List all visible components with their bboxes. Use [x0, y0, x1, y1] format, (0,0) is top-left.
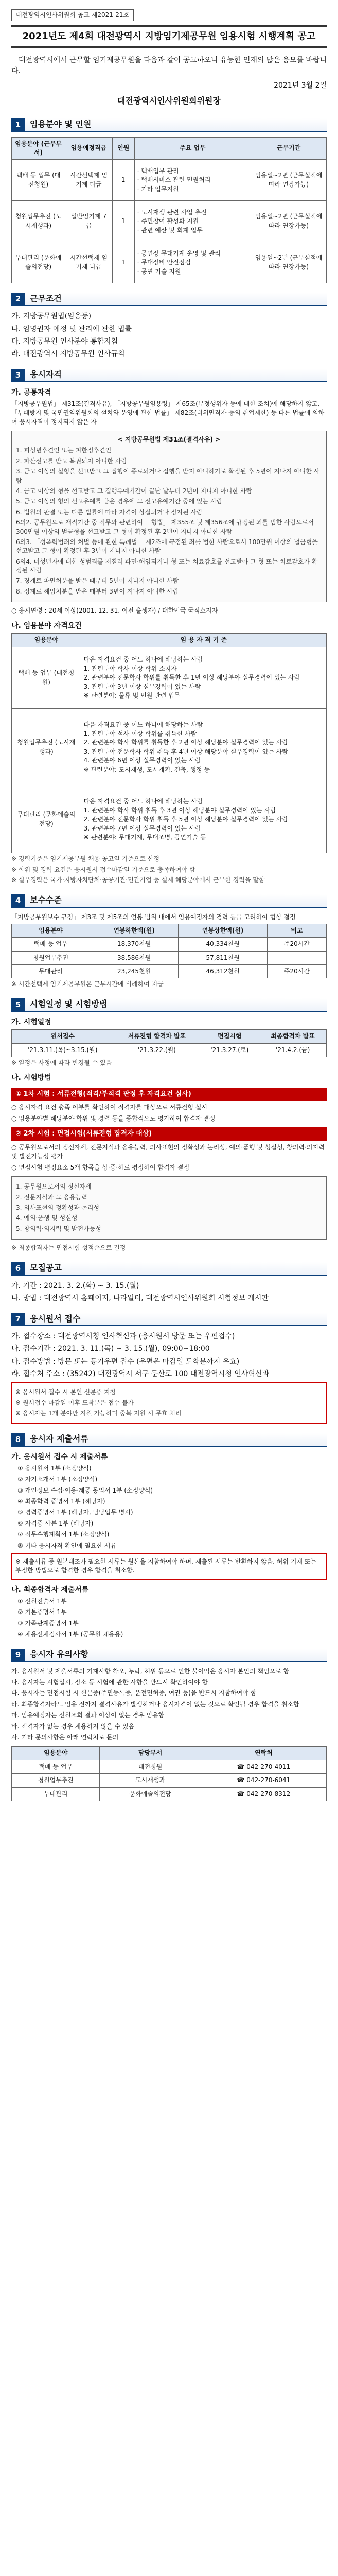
table-row	[12, 965, 327, 978]
schedule-table	[11, 1029, 327, 1057]
criteria-item: 1. 공무원으로서의 정신자세	[16, 1183, 92, 1191]
salary-intro: 「지방공무원보수 규정」 제3조 및 제5조의 연봉 범위 내에서 임용예정자의 경력 등을 고려하여 협상 결정	[11, 913, 296, 921]
cell-grade: 시간선택제 임기제 나급	[65, 242, 113, 283]
document-item: ② 자기소개서 1부 (소정양식)	[17, 1476, 98, 1483]
section-4-header	[11, 894, 327, 908]
notice-line: 나. 방법 : 대전광역시 홈페이지, 나라일터, 대전광역시인사위원회 시험정보 게시판	[11, 1294, 269, 1302]
subsection-title: 가. 시험일정	[11, 1018, 51, 1026]
section-1-header	[11, 118, 327, 132]
table-cell: '21.3.22.(월)	[114, 1043, 200, 1057]
caution-item: 라. 최종합격자라도 임용 전까지 결격사유가 발생하거나 응시자격이 없는 것으로 확인될 경우 합격을 취소함	[11, 1700, 299, 1708]
cell-period: 임용일~2년 (근무실적에 따라 연장가능)	[251, 160, 327, 201]
table-row	[12, 160, 327, 201]
section-7-header	[11, 1313, 327, 1326]
section-title: 응시원서 접수	[25, 1313, 327, 1326]
box-line: 7. 징계로 파면처분을 받은 때부터 5년이 지나지 아니한 사람	[16, 577, 179, 585]
table-cell: 도시재생과	[100, 1774, 201, 1787]
col-header: 주요 업무	[134, 137, 251, 160]
section-title: 모집공고	[25, 1262, 327, 1276]
section-number: 3	[11, 369, 25, 382]
document-item: ⑧ 기타 응시자격 확인에 필요한 서류	[17, 1541, 117, 1549]
table-cell: 무대관리	[12, 965, 90, 978]
table-cell: 택배 등 업무	[12, 938, 90, 951]
application-note: ※ 응시자는 1개 분야만 지원 가능하며 중복 지원 시 무효 처리	[15, 1410, 182, 1417]
salary-table	[11, 924, 327, 979]
table-row	[12, 1774, 327, 1787]
section-3-header	[11, 369, 327, 382]
table-cell: 46,312천원	[179, 965, 268, 978]
cell-count: 1	[112, 160, 134, 201]
table-cell: 주20시간	[267, 965, 326, 978]
box-line: 6의4. 미성년자에 대한 성범죄를 저질러 파면·해임되거나 형 또는 치료감호를 선고받아 그 형 또는 치료감호가 확정된 사람	[16, 557, 318, 574]
table-cell	[267, 951, 326, 964]
cell-qualification: 다음 자격요건 중 어느 하나에 해당하는 사람 1. 관련분야 석사 이상 학위를 취득한 사람 2. 관련분야 학사 학위를 취득한 후 2년 이상 해당분야 실무경력이 있는 사람 3. 관련분야 전문학사 학위 취득 후 4년 이상 해당분야 실무경력이 있는 사람 4. 관련분야 6년 이상 실무경력이 있는 사람 ※ 관련분야: 도시재생, 도시계획, 건축, 행정 등	[81, 709, 326, 786]
table-cell: 청원업무추진	[12, 951, 90, 964]
col-header: 서류전형 합격자 발표	[114, 1030, 200, 1043]
col-header: 담당부서	[100, 1747, 201, 1760]
cell-grade: 일반임기제 7급	[65, 201, 113, 242]
criteria-item: 3. 의사표현의 정확성과 논리성	[16, 1204, 99, 1212]
cell-count: 1	[112, 201, 134, 242]
cell-field: 청원업무추진 (도시재생과)	[12, 709, 81, 786]
cell-field: 무대관리 (문화예술의전당)	[12, 786, 81, 853]
document-item: ① 응시원서 1부 (소정양식)	[17, 1464, 92, 1472]
announcement-number: 대전광역시인사위원회 공고 제2021-21호	[11, 9, 134, 21]
section-title: 응시자 제출서류	[25, 1433, 327, 1447]
table-cell: 57,811천원	[179, 951, 268, 964]
caution-item: 가. 응시원서 및 제출서류의 기재사항 착오, 누락, 허위 등으로 인한 불이익은 응시자 본인의 책임으로 함	[11, 1667, 290, 1675]
subsection-title: 나. 최종합격자 제출서류	[11, 1585, 89, 1594]
final-document-item: ③ 가족관계증명서 1부	[17, 1619, 79, 1627]
col-header: 인원	[112, 137, 134, 160]
interview-criteria-box	[11, 1176, 327, 1240]
step1-text: ○ 임용분야별 해당분야 학위 및 경력 등을 종합적으로 평가하여 합격자 결정	[11, 1114, 216, 1122]
section-2-header	[11, 293, 327, 306]
document-item: ⑤ 경력증명서 1부 (해당자, 담당업무 명시)	[17, 1509, 133, 1516]
box-line: 2. 파산선고를 받고 복권되지 아니한 사람	[16, 457, 127, 465]
cell-qualification: 다음 자격요건 중 어느 하나에 해당하는 사람 1. 관련분야 학사 학위 취득 후 3년 이상 해당분야 실무경력이 있는 사람 2. 관련분야 전문학사 학위 취득 후 5년 이상 해당분야 실무경력이 있는 사람 3. 관련분야 7년 이상 실무경력이 있는 사람 ※ 관련분야: 무대기계, 무대조명, 공연기술 등	[81, 786, 326, 853]
table-row	[12, 938, 327, 951]
phone-number: ☎ 042-270-8312	[201, 1787, 326, 1801]
cell-field: 무대관리 (문화예술의전당)	[12, 242, 65, 283]
table-cell: 주20시간	[267, 938, 326, 951]
table-cell: '21.3.11.(목)~3.15.(월)	[12, 1043, 114, 1057]
application-line: 라. 접수처 주소 : (35242) 대전광역시 서구 둔산로 100 대전광역시청 인사혁신과	[11, 1370, 269, 1379]
col-header: 원서접수	[12, 1030, 114, 1043]
document-title: 2021년도 제4회 대전광역시 지방임기제공무원 임용시험 시행계획 공고	[11, 25, 327, 48]
schedule-note: ※ 일정은 사정에 따라 변경될 수 있음	[11, 1059, 112, 1066]
table-row	[12, 1043, 327, 1057]
table-row	[12, 201, 327, 242]
col-header: 임용분야	[12, 924, 90, 937]
table-row	[12, 1760, 327, 1773]
section-8-header	[11, 1433, 327, 1447]
table-cell: '21.4.2.(금)	[259, 1043, 327, 1057]
step2-text: ○ 공무원으로서의 정신자세, 전문지식과 응용능력, 의사표현의 정확성과 논리성, 예의·품행 및 성실성, 창의력·의지력 및 발전가능성 평가	[11, 1144, 325, 1160]
col-header: 임용분야	[12, 633, 81, 647]
caution-item: 바. 적격자가 없는 경우 채용하지 않을 수 있음	[11, 1722, 135, 1730]
recruitment-table	[11, 137, 327, 284]
criteria-item: 5. 창의력·의지력 및 발전가능성	[16, 1225, 101, 1232]
phone-number: ☎ 042-270-6041	[201, 1774, 326, 1787]
section-title: 임용분야 및 인원	[25, 118, 327, 132]
subsection-title: 가. 공통자격	[11, 388, 51, 397]
col-header: 비고	[267, 924, 326, 937]
box-line: 6. 법원의 판결 또는 다른 법률에 따라 자격이 상실되거나 정지된 사람	[16, 508, 203, 516]
cell-qualification: 다음 자격요건 중 어느 하나에 해당하는 사람 1. 관련분야 학사 이상 학위 소지자 2. 관련분야 전문학사 학위를 취득한 후 1년 이상 해당분야 실무경력이 있는 사람 3. 관련분야 3년 이상 실무경력이 있는 사람 ※ 관련분야: 물류 및 민원 관련 업무	[81, 647, 326, 709]
col-header: 연락처	[201, 1747, 326, 1760]
col-header: 최종합격자 발표	[259, 1030, 327, 1043]
subsection-title: 나. 임용분야 자격요건	[11, 621, 82, 630]
box-title: < 지방공무원법 제31조(결격사유) >	[117, 436, 221, 443]
cell-field: 택배 등 업무 (대전청원)	[12, 647, 81, 709]
table-cell: 청원업무추진	[12, 1774, 100, 1787]
col-header: 연봉하한액(원)	[90, 924, 179, 937]
criteria-item: 4. 예의·품행 및 성실성	[16, 1214, 78, 1222]
notice-line: 가. 기간 : 2021. 3. 2.(화) ~ 3. 15.(월)	[11, 1281, 139, 1290]
application-note: ※ 원서접수 마감일 이후 도착분은 접수 불가	[15, 1399, 134, 1406]
subsection-title: 나. 시험방법	[11, 1074, 51, 1082]
contact-table	[11, 1746, 327, 1801]
caution-item: 다. 응시자는 면접시험 시 신분증(주민등록증, 운전면허증, 여권 등)을 반드시 지참하여야 함	[11, 1689, 257, 1697]
document-item: ③ 개인정보 수집·이용·제공 동의서 1부 (소정양식)	[17, 1486, 153, 1494]
salary-note: ※ 시간선택제 임기제공무원은 근무시간에 비례하여 지급	[11, 980, 164, 988]
section-9-header	[11, 1649, 327, 1662]
age-requirement: ○ 응시연령 : 20세 이상(2001. 12. 31. 이전 출생자) / 대한민국 국적소지자	[11, 607, 218, 615]
documents-note-box: ※ 제출서류 중 원본대조가 필요한 서류는 원본을 지참하여야 하며, 제출된 서류는 반환하지 않음. 허위 기재 또는 부정한 방법으로 합격한 경우 합격을 취소함.	[11, 1553, 327, 1580]
table-cell: 대전청원	[100, 1760, 201, 1773]
col-header: 근무기간	[251, 137, 327, 160]
caution-item: 사. 기타 문의사항은 아래 연락처로 문의	[11, 1733, 119, 1741]
section-title: 근무조건	[25, 293, 327, 306]
box-line: 1. 피성년후견인 또는 피한정후견인	[16, 447, 112, 454]
table-cell: 18,370천원	[90, 938, 179, 951]
qualification-note: ※ 학위 및 경력 요건은 응시원서 접수마감일 기준으로 충족하여야 함	[11, 866, 195, 873]
disqualification-box	[11, 431, 327, 602]
box-line: 4. 금고 이상의 형을 선고받고 그 집행유예기간이 끝난 날부터 2년이 지나지 아니한 사람	[16, 487, 252, 495]
col-header: 면접시험	[200, 1030, 259, 1043]
condition-item: 다. 지방공무원 인사분야 통합지침	[11, 337, 118, 346]
section-6-header	[11, 1262, 327, 1276]
application-note: ※ 응시원서 접수 시 본인 신분증 지참	[15, 1388, 116, 1396]
col-header: 임 용 자 격 기 준	[81, 633, 326, 647]
condition-item: 라. 대전광역시 지방공무원 인사규칙	[11, 350, 125, 359]
section-number: 7	[11, 1313, 25, 1326]
document-item: ⑥ 자격증 사본 1부 (해당자)	[17, 1519, 94, 1527]
issuing-organization: 대전광역시인사위원회위원장	[117, 96, 221, 106]
table-cell: 40,334천원	[179, 938, 268, 951]
step-note: ※ 최종합격자는 면접시험 성적순으로 결정	[11, 1244, 126, 1252]
application-line: 다. 접수방법 : 방문 또는 등기우편 접수 (우편은 마감일 도착분까지 유효)	[11, 1357, 240, 1366]
cell-duties: · 도시재생 관련 사업 추진 · 주민참여 활성화 지원 · 관련 예산 및 회계 업무	[134, 201, 251, 242]
caution-item: 마. 임용예정자는 신원조회 결과 이상이 없는 경우 임용함	[11, 1711, 165, 1719]
qualification-note: ※ 실무경력은 국가·지방자치단체·공공기관·민간기업 등 실제 해당분야에서 근무한 경력을 말함	[11, 876, 265, 884]
box-line: 5. 금고 이상의 형의 선고유예를 받은 경우에 그 선고유예기간 중에 있는 사람	[16, 498, 223, 505]
col-header: 임용분야	[12, 1747, 100, 1760]
box-line: 8. 징계로 해임처분을 받은 때부터 3년이 지나지 아니한 사람	[16, 587, 179, 595]
step2-banner: ② 2차 시험 : 면접시험(서류전형 합격자 대상)	[11, 1127, 327, 1141]
final-document-item: ④ 채용신체검사서 1부 (공무원 채용용)	[17, 1631, 123, 1638]
step1-text: ○ 응시자격 요건 충족 여부를 확인하여 적격자를 대상으로 서류전형 실시	[11, 1104, 207, 1111]
section-title: 응시자격	[25, 369, 327, 382]
application-line: 나. 접수기간 : 2021. 3. 11.(목) ~ 3. 15.(월), 09:00~18:00	[11, 1345, 210, 1353]
common-qualification-text: 「지방공무원법」 제31조(결격사유), 「지방공무원임용령」 제65조(부정행위자 등에 대한 조치)에 해당하지 않고, 「부패방지 및 국민권익위원회의 설치와 운영에 관한 법률」 제82조(비위면직자 등의 취업제한) 등 다른 법률에 의하여 응시자격이 정지되지 않은 자	[11, 400, 325, 426]
document-item: ④ 최종학력 증명서 1부 (해당자)	[17, 1498, 105, 1505]
box-line: 6의2. 공무원으로 재직기간 중 직무와 관련하여 「형법」 제355조 및 제356조에 규정된 죄를 범한 사람으로서 300만원 이상의 벌금형을 선고받고 그 형이 확정된 후 2년이 지나지 아니한 사람	[16, 519, 314, 535]
caution-item: 나. 응시자는 시험일시, 장소 등 시험에 관한 사항을 반드시 확인하여야 함	[11, 1679, 208, 1686]
cell-count: 1	[112, 242, 134, 283]
section-title: 시험일정 및 시험방법	[25, 998, 327, 1012]
col-header: 연봉상한액(원)	[179, 924, 268, 937]
cell-field: 택배 등 업무 (대전청원)	[12, 160, 65, 201]
cell-duties: · 공연장 무대기계 운영 및 관리 · 무대장비 안전점검 · 공연 기술 지원	[134, 242, 251, 283]
section-5-header	[11, 998, 327, 1012]
application-line: 가. 접수장소 : 대전광역시청 인사혁신과 (응시원서 방문 또는 우편접수)	[11, 1332, 235, 1341]
intro-text: 대전광역시에서 근무할 임기제공무원을 다음과 같이 공고하오니 유능한 인재의 많은 응모를 바랍니다.	[11, 56, 327, 75]
table-row	[12, 709, 327, 786]
section-number: 6	[11, 1262, 25, 1276]
condition-item: 나. 임명권자 예정 및 관리에 관한 법률	[11, 325, 132, 333]
section-title: 보수수준	[25, 894, 327, 908]
section-number: 9	[11, 1649, 25, 1662]
cell-grade: 시간선택제 임기제 다급	[65, 160, 113, 201]
table-cell: 문화예술의전당	[100, 1787, 201, 1801]
col-header: 임용분야 (근무부서)	[12, 137, 65, 160]
section-number: 5	[11, 998, 25, 1012]
table-cell: '21.3.27.(토)	[200, 1043, 259, 1057]
cell-period: 임용일~2년 (근무실적에 따라 연장가능)	[251, 201, 327, 242]
final-document-item: ② 기본증명서 1부	[17, 1608, 67, 1616]
box-line: 3. 금고 이상의 실형을 선고받고 그 집행이 종료되거나 집행을 받지 아니하기로 확정된 후 5년이 지나지 아니한 사람	[16, 468, 320, 484]
document-item: ⑦ 직무수행계획서 1부 (소정양식)	[17, 1531, 110, 1538]
table-cell: 무대관리	[12, 1787, 100, 1801]
phone-number: ☎ 042-270-4011	[201, 1760, 326, 1773]
table-cell: 택배 등 업무	[12, 1760, 100, 1773]
section-number: 2	[11, 293, 25, 306]
section-number: 1	[11, 118, 25, 132]
section-number: 8	[11, 1433, 25, 1447]
table-row	[12, 951, 327, 964]
table-row	[12, 786, 327, 853]
cell-field: 청원업무추진 (도시재생과)	[12, 201, 65, 242]
table-row	[12, 242, 327, 283]
table-cell: 38,586천원	[90, 951, 179, 964]
qualification-note: ※ 경력기준은 임기제공무원 채용 공고일 기준으로 산정	[11, 855, 159, 863]
announcement-date: 2021년 3월 2일	[274, 81, 327, 90]
qualification-table	[11, 633, 327, 853]
cell-duties: · 택배업무 관리 · 택배서비스 관련 민원처리 · 기타 업무지원	[134, 160, 251, 201]
application-notes-box	[11, 1382, 327, 1423]
step2-text: ○ 면접시험 평정요소 5개 항목을 상·중·하로 평정하여 합격자 결정	[11, 1163, 190, 1171]
section-title: 응시자 유의사항	[25, 1649, 327, 1662]
step1-banner: ① 1차 시험 : 서류전형(적격/부적격 판정 후 자격요건 심사)	[11, 1088, 327, 1101]
condition-item: 가. 지방공무원법(임용등)	[11, 312, 92, 321]
box-line: 6의3. 「성폭력범죄의 처벌 등에 관한 특례법」 제2조에 규정된 죄를 범한 사람으로서 100만원 이상의 벌금형을 선고받고 그 형이 확정된 후 3년이 지나지 아니한 사람	[16, 538, 318, 555]
table-row	[12, 647, 327, 709]
cell-period: 임용일~2년 (근무실적에 따라 연장가능)	[251, 242, 327, 283]
col-header: 임용예정직급	[65, 137, 113, 160]
table-cell: 23,245천원	[90, 965, 179, 978]
section-number: 4	[11, 894, 25, 908]
subsection-title: 가. 응시원서 접수 시 제출서류	[11, 1452, 108, 1461]
criteria-item: 2. 전문지식과 그 응용능력	[16, 1193, 87, 1201]
final-document-item: ① 신원진술서 1부	[17, 1598, 67, 1605]
table-row	[12, 1787, 327, 1801]
